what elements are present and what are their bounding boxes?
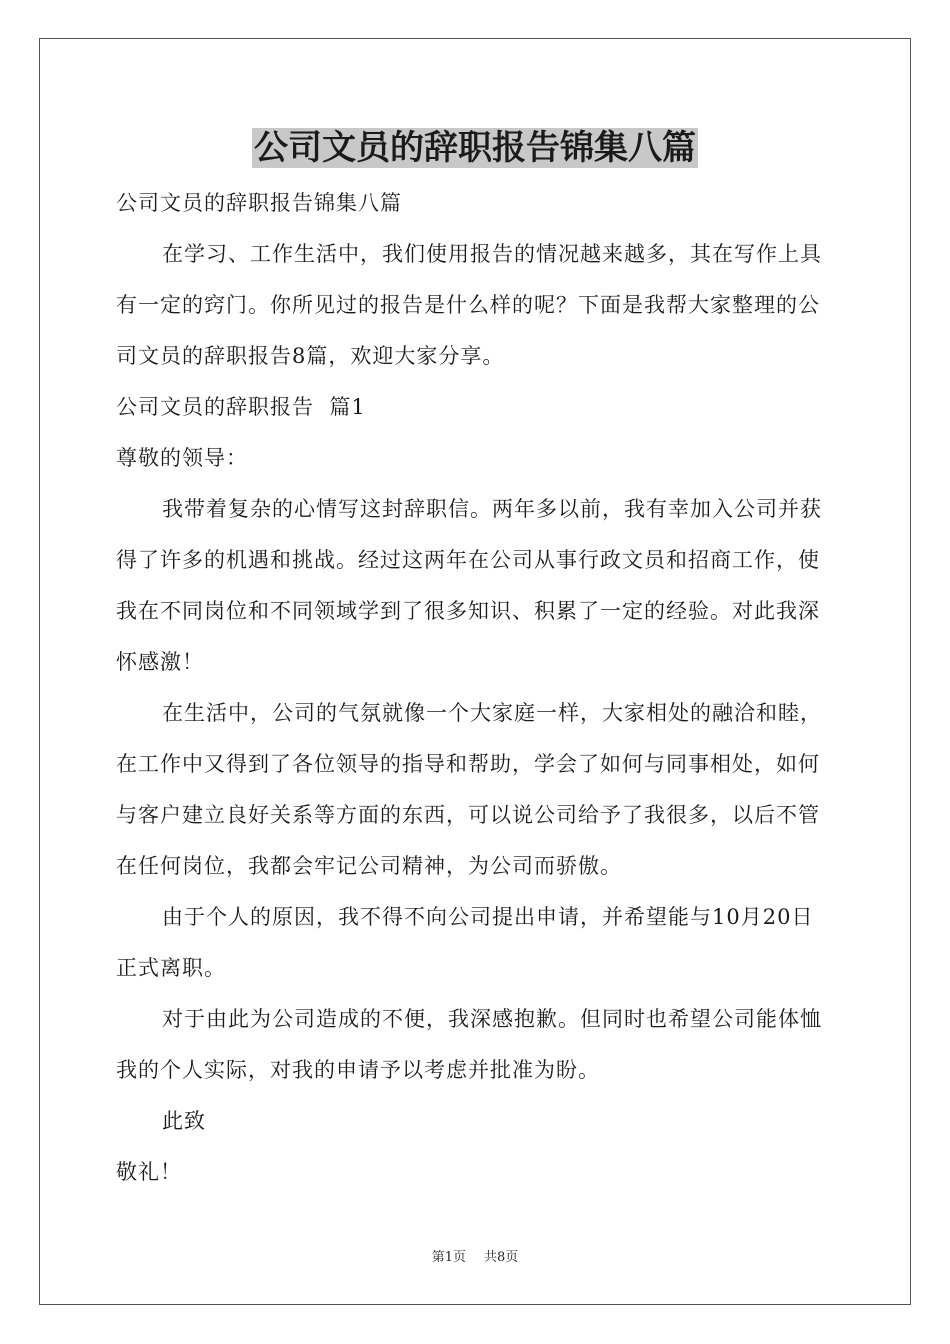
page-number: 第1页 xyxy=(431,1250,466,1265)
section-heading: 公司文员的辞职报告 篇1 xyxy=(116,395,366,419)
page-total: 共8页 xyxy=(484,1250,519,1265)
body-paragraph: 由于个人的原因，我不得不向公司提出申请，并希望能与10月20日正式离职。 xyxy=(116,905,814,980)
salute-line: 敬礼！ xyxy=(116,1160,182,1184)
page-footer xyxy=(0,1246,950,1265)
document-title: 公司文员的辞职报告锦集八篇 xyxy=(254,128,696,168)
body-paragraph: 在生活中，公司的气氛就像一个大家庭一样，大家相处的融洽和睦，在工作中又得到了各位领导的指导和帮助，学会了如何与同事相处，如何与客户建立良好关系等方面的东西，可以说公司给予了我很多，以后不管在任何岗位，我都会牢记公司精神，为公司而骄傲。 xyxy=(116,701,822,878)
document-body xyxy=(116,120,834,1198)
body-paragraph: 对于由此为公司造成的不便，我深感抱歉。但同时也希望公司能体恤我的个人实际，对我的申请予以考虑并批准为盼。 xyxy=(116,1007,822,1082)
intro-paragraph: 在学习、工作生活中，我们使用报告的情况越来越多，其在写作上具有一定的窍门。你所见过的报告是什么样的呢？下面是我帮大家整理的公司文员的辞职报告8篇，欢迎大家分享。 xyxy=(116,242,822,368)
greeting: 尊敬的领导： xyxy=(116,446,248,470)
closing-line: 此致 xyxy=(162,1109,206,1133)
body-paragraph: 我带着复杂的心情写这封辞职信。两年多以前，我有幸加入公司并获得了许多的机遇和挑战。经过这两年在公司从事行政文员和招商工作，使我在不同岗位和不同领域学到了很多知识、积累了一定的经验。对此我深怀感激！ xyxy=(116,497,822,674)
document-subtitle: 公司文员的辞职报告锦集八篇 xyxy=(116,191,402,215)
